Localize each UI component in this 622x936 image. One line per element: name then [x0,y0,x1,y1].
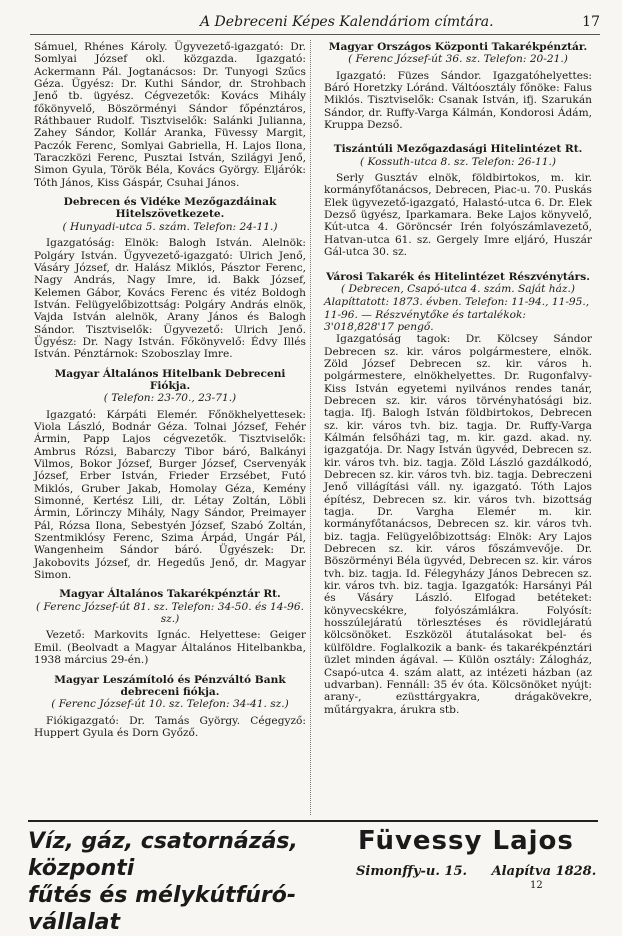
entry-body: Fiókigazgató: Dr. Tamás György. Cégegyző: Huppert Gyula és Dorn Győző. [34,714,306,739]
continued-entry: Sámuel, Rhénes Károly. Ügyvezető-igazgató: Dr. Somlyai József okl. közgazda. Igazgató: Ackermann Pál. Jogtanácsos: Dr. Tunyogi Szűcs Géza. Ügyész: Dr. Kuthi Sándor, dr. Strohbach Jenő tb. ügyész. Cégvezetők: Kovács Mihály főkönyvelő, Böszörményi Sándor főpénztáros, Ráthbauer Rudolf. Tisztviselők: Salánki Julianna, Zahey Sándor, Kollár Aranka, Füvessy Margit, Paczók Ferenc, Somlyai Gabriella, H. Lajos Ilona, Taraczközi Ferenc, Pusztai István, Szilágyi Jenő, Simon Gyula, Török Béla, Kovács György. Eljárók: Tóth János, Kiss Gáspár, Csuhai János. [34,41,306,189]
entry-address: ( Ferenc József-út 10. sz. Telefon: 34-41. sz.) [51,698,289,711]
ad-founded: Alapítva 1828. [491,864,597,879]
page-number: 17 [582,14,600,30]
left-column [34,41,306,739]
entry-heading: Magyar Leszámítoló és Pénzváltó Bank debreceni fiókja. [54,673,286,698]
ad-brand: Füvessy Lajos [358,826,574,856]
entry-address: ( Debrecen, Csapó-utca 4. szám. Saját ház.) [340,282,576,295]
entry-heading: Magyar Általános Takarékpénztár Rt. [59,588,281,601]
entry-address: ( Ferenc József-út 81. sz. Telefon: 34-50. és 14-96. sz.) [36,600,304,626]
ad-services [28,828,343,936]
entry-body: Igazgató: Füzes Sándor. Igazgatóhelyettes: Báró Horetzky Lóránd. Váltóosztály főnöke: Falus Miklós. Tisztviselők: Csanak István, ifj. Szarukán Sándor, dr. Ruffy-Varga Kálmán, Kondorosi Ádám, Kruppa Dezső. [324,69,592,132]
entry-address: ( Kossuth-utca 8. sz. Telefon: 26-11.) [359,155,557,168]
column-divider [310,40,311,815]
entry-heading: Magyar Általános Hitelbank Debreceni Fiókja. [54,367,286,392]
ad-address: Simonffy-u. 15. [356,864,468,879]
ad-line-1: Víz, gáz, csatornázás, központi [28,829,298,881]
right-column [324,41,592,716]
entry-body: Igazgatóság tagok: Dr. Kölcsey Sándor Debrecen sz. kir. város polgármestere, elnök. Zöld József Debrecen sz. kir. város h. polgármestere, elnökhelyettes. Dr. Rugonfalvy-Kiss István egyetemi nyilvános rendes tanár, Debrecen sz. kir. város törvényhatósági biz. tagja. Ifj. Balogh István földbirtokos, Debrecen sz. kir. város tvh. biz. tagja. Dr. Ruffy-Varga Kálmán felsőházi tag, m. kir. gazd. akad. ny. igazgatója. Dr. Nagy István ügyvéd, Debrecen sz. kir. város tvh. biz. tagja. Zöld László gazdálkodó, Debrecen sz. kir. város tvh. biz. tagja. Debreczeni Jenő villágítási váll. ny. igazgató. Tóth Lajos építész, Debrecen sz. kir. város tvh. bizottság tagja. Dr. Vargha Elemér m. kir. kormányfőtanácsos, Debrecen sz. kir. város tvh. biz. tagja. Felügyelőbizottság: Elnök: Ary Lajos Debrecen sz. kir. város főszámvevője. Dr. Böszörményi Béla ügyvéd, Debrecen sz. kir. város tvh. biz. tagja. Id. Félegyházy János Debrecen sz. kir. város tvh. biz. tagja. Igazgatók: Harsányi Pál és Vásáry László. Elfogad betéteket: könyvecskékre, folyószámlákra. Folyósít: hosszúlejáratú törlesztéses és rövidlejáratú kölcsönöket. Eszközöl átutalásokat bel- és külföldre. Foglalkozik a bank- és takarékpénztári üzlet minden ágával. — Külön osztály: Zálogház, Csapó-utca 4. szám alatt, az intézeti házban (az udvarban). Fennáll: 35 év óta. Kölcsönöket nyújt: arany-, ezüsttárgyakra, drágakövekre, műtárgyakra, árukra stb. [324,333,592,716]
header-title: A Debreceni Képes Kalendáriom címtára. [200,14,494,30]
entry-heading: Tiszántúli Mezőgazdasági Hitelintézet Rt. [333,143,583,156]
entry-body: Vezető: Markovits Ignác. Helyettese: Geiger Emil. (Beolvadt a Magyar Általános Hitelbankba, 1938 március 29-én.) [34,629,306,667]
entry-body: Igazgatóság: Elnök: Balogh István. Alelnök: Polgáry István. Ügyvezető-igazgató: Ulrich Jenő, Vásáry József, dr. Halász Miklós, Pásztor Ferenc, Nagy András, Nagy Imre, id. Bakk József, Kelemen Gábor, Kovács Ferenc és vitéz Boldogh István. Felügyelőbizottság: Polgáry András elnök, Vajda István alelnök, Arany János és Balogh Sándor. Tisztviselők: Ügyvezető: Ulrich Jenő. Ügyész: Dr. Nagy István. Főkönyvelő: Édvy Illés István. Pénztárnok: Szoboszlay Imre. [34,237,306,361]
advertisement [28,820,598,935]
entry-address: ( Ferenc József-út 36. sz. Telefon: 20-21.) [348,53,568,66]
entry-body: Serly Gusztáv elnök, földbirtokos, m. kir. kormányfőtanácsos, Debrecen, Piac-u. 70. Puskás Elek ügyvezető-igazgató, Halastó-utca 6. Dr. Elek Dezső ügyész, Iparkamara. Beke Lajos könyvelő, Kút-utca 4. Göröncsér Irén folyószámlavezető, Hatvan-utca 61. sz. Gergely Imre eljáró, Huszár Gál-utca 30. sz. [324,172,592,259]
ad-line-2: fűtés és mélykútfúró-vállalat [28,883,296,935]
running-header [30,14,600,35]
footer-number: 12 [530,880,543,891]
entry-address: ( Hunyadi-utca 5. szám. Telefon: 24-11.) [62,220,278,233]
entry-heading: Magyar Országos Központi Takarékpénztár. [328,41,588,53]
entry-founded: Alapíttatott: 1873. évben. Telefon: 11-94., 11-95., 11-96. — Részvénytőke és tartalékok: 3'018,828'17 pengő. [324,296,590,333]
entry-heading: Városi Takarék és Hitelintézet Részvénytárs. [326,270,590,283]
entry-heading: Debrecen és Vidéke Mezőgazdáinak Hitelszövetkezete. [63,196,277,221]
ad-address-line [356,864,596,879]
entry-address: ( Telefon: 23-70., 23-71.) [103,392,237,405]
entry-body: Igazgató: Kárpáti Elemér. Főnökhelyettesek: Viola László, Bodnár Géza. Tolnai József, Fehér Ármin, Papp Lajos cégvezetők. Tisztviselők: Ambrus Rózsi, Babarczy Tibor báró, Balkányi Vilmos, Bokor József, Burger József, Cservenyák József, Erber István, Frieder Erzsébet, Futó Miklós, Gruber Jakab, Homolay Géza, Kemény Simonné, Kertész Lili, dr. Létay Zoltán, Löbli Ármin, Lőrinczy Mihály, Nagy Sándor, Preimayer Pál, Rózsa Ilona, Sebestyén József, Szabó Zoltán, Szentmiklósy Ferenc, Szima Árpád, Ungár Pál, Wangenheim Sándor báró. Ügyészek: Dr. Jakobovits József, dr. Hegedűs Jenő, dr. Magyar Simon. [34,408,306,582]
